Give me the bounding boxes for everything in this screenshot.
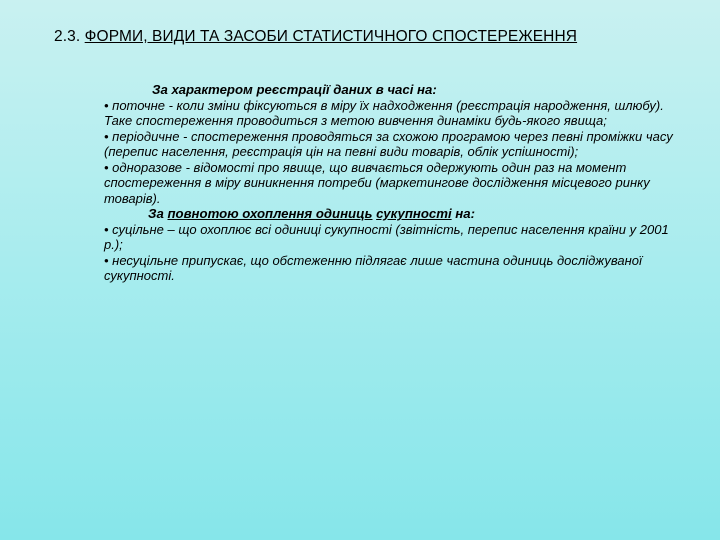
section-heading-coverage bbox=[104, 206, 690, 222]
slide-content bbox=[104, 82, 690, 284]
list-item-current: • поточне - коли зміни фіксуються в міру їх надходження (реєстрація народження, шлюбу). Таке спостереження проводиться з метою вивчення динаміки будь-якого явища; bbox=[104, 97, 664, 128]
list-item-continuous: • суцільне – що охоплює всі одиниці сукупності (звітність, перепис населення країни у 2001 р.); bbox=[104, 221, 669, 252]
slide-title bbox=[54, 28, 577, 46]
section-heading-registration: За характером реєстрації даних в часі на: bbox=[152, 82, 437, 97]
heading-prefix: За bbox=[148, 206, 168, 221]
title-text: ФОРМИ, ВИДИ ТА ЗАСОБИ СТАТИСТИЧНОГО СПОСТЕРЕЖЕННЯ bbox=[84, 28, 578, 45]
heading-suffix: на: bbox=[451, 206, 475, 221]
heading-underlined: повнотою охоплення одиниць bbox=[167, 206, 373, 221]
title-number: 2.3. bbox=[54, 28, 85, 45]
list-item-non-continuous: • несуцільне припускає, що обстеженню підлягає лише частина одиниць досліджуваної сукупності. bbox=[104, 252, 642, 283]
list-item-periodic: • періодичне - спостереження проводяться за схожою програмою через певні проміжки часу (перепис населення, реєстрація цін на певні види товарів, облік успішності); bbox=[104, 128, 673, 159]
heading-underlined-2: сукупності bbox=[376, 206, 452, 221]
list-item-one-time: • одноразове - відомості про явище, що вивчається одержують один раз на момент спостереження в міру виникнення потреби (маркетингове дослідження місцевого ринку товарів). bbox=[104, 159, 650, 206]
